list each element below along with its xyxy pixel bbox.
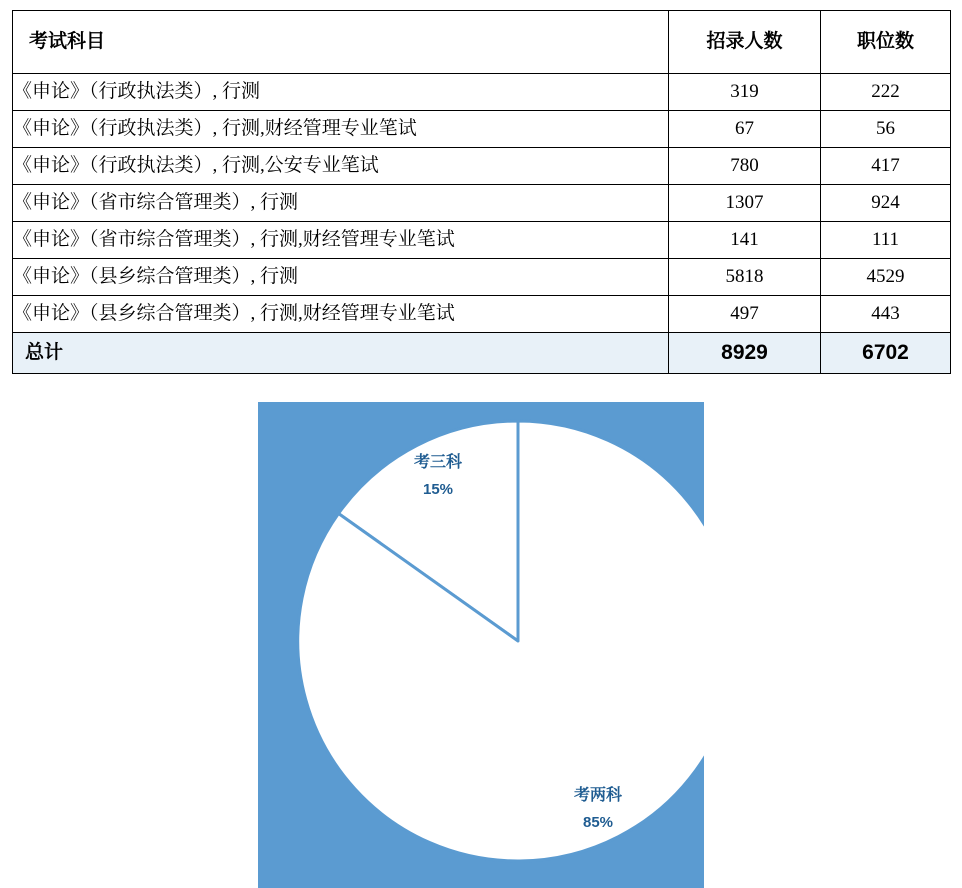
cell-hire-count: 319 — [669, 74, 821, 111]
cell-hire-count: 141 — [669, 222, 821, 259]
cell-subject: 《申论》（省市综合管理类）, 行测,财经管理专业笔试 — [13, 222, 669, 259]
cell-total-hire-count: 8929 — [669, 333, 821, 374]
pie-label-two-subjects: 考两科 — [573, 787, 623, 804]
table-header — [13, 11, 951, 74]
table-total-row — [13, 333, 951, 374]
exam-subject-table-container — [12, 10, 950, 374]
cell-subject: 《申论》（县乡综合管理类）, 行测,财经管理专业笔试 — [13, 296, 669, 333]
cell-hire-count: 67 — [669, 111, 821, 148]
cell-position-count: 111 — [821, 222, 951, 259]
table-row — [13, 74, 951, 111]
table-row — [13, 148, 951, 185]
cell-hire-count: 497 — [669, 296, 821, 333]
table-row — [13, 222, 951, 259]
pie-value-two-subjects: 85% — [582, 814, 614, 831]
cell-subject: 《申论》（行政执法类）, 行测,公安专业笔试 — [13, 148, 669, 185]
cell-subject: 《申论》（行政执法类）, 行测,财经管理专业笔试 — [13, 111, 669, 148]
cell-subject: 《申论》（行政执法类）, 行测 — [13, 74, 669, 111]
cell-total-label: 总计 — [13, 333, 669, 374]
cell-total-position-count: 6702 — [821, 333, 951, 374]
cell-subject: 《申论》（县乡综合管理类）, 行测 — [13, 259, 669, 296]
table-body — [13, 74, 951, 374]
cell-position-count: 222 — [821, 74, 951, 111]
table-row — [13, 259, 951, 296]
cell-position-count: 443 — [821, 296, 951, 333]
cell-position-count: 4529 — [821, 259, 951, 296]
table-row — [13, 296, 951, 333]
pie-chart-panel — [258, 402, 704, 888]
column-header-position-count: 职位数 — [821, 11, 951, 74]
table-header-row — [13, 11, 951, 74]
column-header-hire-count: 招录人数 — [669, 11, 821, 74]
table-row — [13, 185, 951, 222]
pie-value-three-subjects: 15% — [422, 481, 454, 498]
cell-subject: 《申论》（省市综合管理类）, 行测 — [13, 185, 669, 222]
cell-hire-count: 780 — [669, 148, 821, 185]
cell-position-count: 417 — [821, 148, 951, 185]
cell-position-count: 924 — [821, 185, 951, 222]
column-header-subject: 考试科目 — [13, 11, 669, 74]
pie-label-three-subjects: 考三科 — [413, 454, 463, 471]
exam-subject-table — [12, 10, 951, 374]
cell-position-count: 56 — [821, 111, 951, 148]
pie-chart — [258, 402, 704, 888]
cell-hire-count: 1307 — [669, 185, 821, 222]
cell-hire-count: 5818 — [669, 259, 821, 296]
table-row — [13, 111, 951, 148]
